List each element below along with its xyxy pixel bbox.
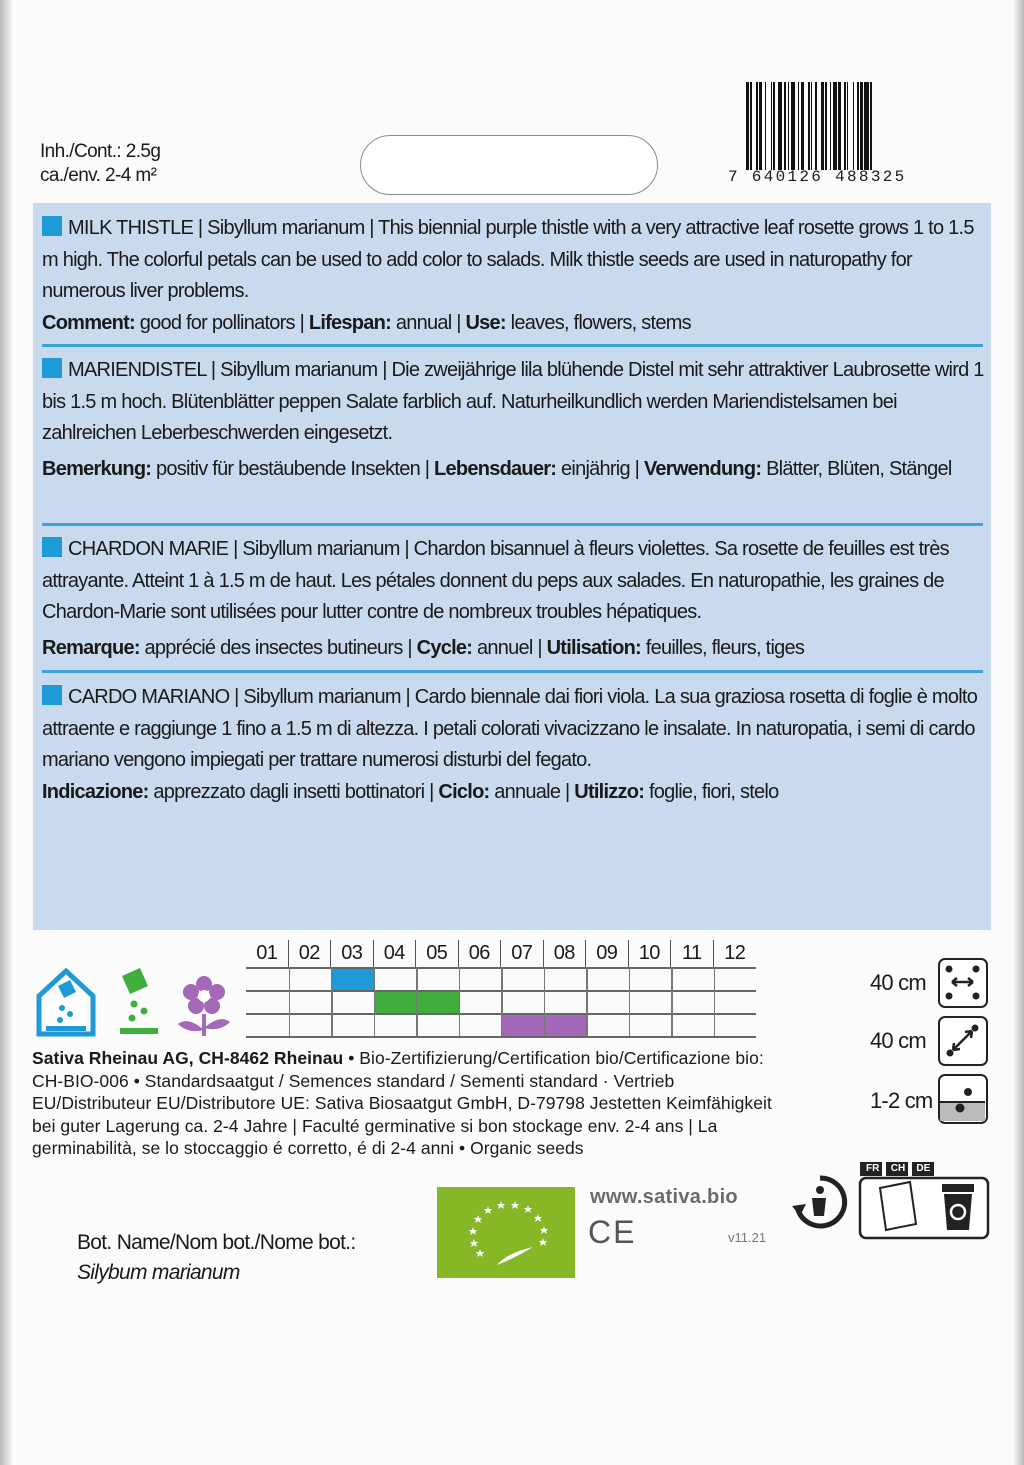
calendar-col-line <box>586 967 588 1036</box>
section-divider <box>42 344 983 347</box>
meta-value: foglie, fiori, stelo <box>644 780 779 803</box>
meta-value: apprezzato dagli insetti bottinatori | <box>148 780 439 803</box>
language-marker-icon <box>42 537 62 557</box>
calendar-cell-outdoor-sowing-05 <box>417 992 459 1013</box>
calendar-cell-indoor-sowing-03 <box>332 969 374 990</box>
contents-weight: Inh./Cont.: 2.5g <box>40 141 161 162</box>
calendar-month-11: 11 <box>671 940 714 967</box>
contents-info <box>40 140 160 188</box>
meta-key: Bemerkung: <box>42 457 152 480</box>
section-divider <box>42 670 983 673</box>
sowing-calendar <box>246 940 756 1036</box>
country-ch: CH <box>890 1163 906 1174</box>
calendar-month-08: 08 <box>544 940 587 967</box>
calendar-cell-harvest-flowering-07 <box>502 1015 544 1036</box>
calendar-col-line <box>289 967 291 1036</box>
barcode-number: 7 640126 488325 <box>728 168 907 186</box>
calendar-month-01: 01 <box>246 940 289 967</box>
meta-value: annuel | <box>472 636 547 659</box>
description-french <box>42 534 984 664</box>
description-english <box>42 213 984 339</box>
row-spacing-label: 40 cm <box>870 970 926 995</box>
botanical-name-label: Bot. Name/Nom bot./Nome bot.: <box>77 1231 356 1254</box>
meta-key: Remarque: <box>42 636 140 659</box>
contents-area: ca./env. 2-4 m² <box>40 165 157 186</box>
bin-icon <box>942 1184 974 1230</box>
language-marker-icon <box>42 216 62 236</box>
packet-edge-right <box>1014 0 1024 1465</box>
company-info <box>32 1047 772 1160</box>
description-italian <box>42 682 984 808</box>
description-heading: CHARDON MARIE <box>68 538 229 560</box>
meta-value: apprécié des insectes butineurs | <box>139 636 417 659</box>
sowing-depth-icon <box>938 1074 988 1124</box>
meta-value: good for pollinators | <box>134 311 309 334</box>
calendar-col-line <box>629 967 631 1036</box>
description-panel <box>33 203 991 930</box>
description-text: | Sibyllum marianum | This biennial purple thistle with a very attractive leaf rosette grows 1 to 1.5 m high. The colorful petals can be used to add color to salads. Milk thistle seeds are used in naturopathy for numerous liver problems. <box>42 217 974 302</box>
plant-spacing-icon <box>938 1016 988 1066</box>
company-name: Sativa Rheinau AG, CH-8462 Rheinau <box>32 1048 344 1068</box>
country-fr: FR <box>865 1163 880 1174</box>
calendar-month-03: 03 <box>331 940 374 967</box>
ce-mark: CE <box>588 1214 637 1250</box>
calendar-row-line <box>246 1036 756 1038</box>
meta-key: Cycle: <box>416 636 473 659</box>
botanical-name-latin: Silybum marianum <box>77 1261 240 1284</box>
country-de: DE <box>916 1163 931 1174</box>
calendar-month-07: 07 <box>501 940 544 967</box>
description-text: | Sibyllum marianum | Chardon bisannuel à fleurs violettes. Sa rosette de feuilles est très attrayante. Atteint 1 à 1.5 m de haut. Les pétales donnent du peps aux salades. En naturopathie, les graines de Chardon-Marie sont utilisées pour lutter contre de nombreux troubles hépatiques. <box>42 538 949 623</box>
meta-value: feuilles, fleurs, tiges <box>640 636 805 659</box>
meta-key: Comment: <box>42 311 135 334</box>
calendar-month-06: 06 <box>459 940 502 967</box>
section-divider <box>42 523 983 526</box>
triman-recycle-icon <box>790 1172 850 1232</box>
botanical-name <box>77 1228 356 1288</box>
hang-hole-window <box>360 135 658 195</box>
calendar-cell-harvest-flowering-08 <box>545 1015 587 1036</box>
calendar-months <box>246 940 756 967</box>
description-german <box>42 355 984 485</box>
description-heading: CARDO MARIANO <box>68 686 230 708</box>
description-heading: MILK THISTLE <box>68 217 194 239</box>
barcode <box>728 82 942 192</box>
barcode-bars <box>746 82 942 170</box>
meta-value: annual | <box>391 311 466 334</box>
row-spacing-icon <box>938 958 988 1008</box>
calendar-col-line <box>671 967 673 1036</box>
calendar-cell-outdoor-sowing-04 <box>375 992 417 1013</box>
calendar-month-12: 12 <box>724 942 746 964</box>
calendar-col-line <box>459 967 461 1036</box>
barcode-bar <box>872 82 875 170</box>
meta-value: einjährig | <box>556 457 644 480</box>
calendar-month-04: 04 <box>374 940 417 967</box>
company-text: • Bio-Zertifizierung/Certification bio/Certificazione bio: CH-BIO-006 • Standardsaatgut / Semences standard / Sementi standard · Vertrieb EU/Distributeur EU/Distributore UE: Sativa Biosaatgut GmbH, D-79798 Jestetten Keimfähigkeit bei guter Lagerung ca. 2-4 Jahre | Faculté germinative si bon stockage env. 2-4 ans | La germinabilità, se lo stoccaggio é corretto, é di 2-4 anni • Organic seeds <box>32 1048 772 1158</box>
indoor-sowing-house-icon <box>39 971 93 1034</box>
meta-value: leaves, flowers, stems <box>505 311 691 334</box>
meta-key: Lifespan: <box>308 311 392 334</box>
meta-key: Verwendung: <box>643 457 762 480</box>
eu-organic-logo-icon <box>437 1187 575 1278</box>
packet-edge-left <box>0 0 12 1465</box>
description-text: | Sibyllum marianum | Cardo biennale dai fiori viola. La sua graziosa rosetta di foglie è molto attraente e raggiunge 1 fino a 1.5 m di altezza. I petali colorati vivacizzano le insalate. In naturopatia, i semi di cardo mariano vengono impiegati per trattare numerosi disturbi del fegato. <box>42 686 978 771</box>
language-marker-icon <box>42 358 62 378</box>
description-heading: MARIENDISTEL <box>68 359 207 381</box>
calendar-grid <box>246 967 756 1036</box>
meta-key: Use: <box>465 311 506 334</box>
meta-value: Blätter, Blüten, Stängel <box>761 457 952 480</box>
disposal-info <box>858 1160 990 1240</box>
meta-key: Utilisation: <box>546 636 641 659</box>
website-link[interactable]: www.sativa.bio <box>590 1186 738 1208</box>
sowing-depth-label: 1-2 cm <box>870 1088 933 1113</box>
meta-value: annuale | <box>489 780 575 803</box>
outdoor-sowing-icon <box>120 968 158 1034</box>
meta-key: Ciclo: <box>438 780 490 803</box>
description-text: | Sibyllum marianum | Die zweijährige lila blühende Distel mit sehr attraktiver Laubrosette wird 1 bis 1.5 m hoch. Blütenblätter peppen Salate farblich auf. Naturheilkundlich werden Mariendistelsamen bei zahlreichen Leberbeschwerden eingesetzt. <box>42 359 984 444</box>
version-label: v11.21 <box>728 1230 767 1245</box>
calendar-month-10: 10 <box>629 940 672 967</box>
language-marker-icon <box>42 685 62 705</box>
calendar-month-05: 05 <box>416 940 459 967</box>
meta-key: Utilizzo: <box>574 780 645 803</box>
calendar-month-02: 02 <box>289 940 332 967</box>
flowering-icon <box>178 976 230 1036</box>
calendar-month-09: 09 <box>586 940 629 967</box>
meta-key: Indicazione: <box>42 780 149 803</box>
plant-spacing-label: 40 cm <box>870 1028 926 1053</box>
calendar-col-line <box>714 967 716 1036</box>
meta-key: Lebensdauer: <box>434 457 557 480</box>
activity-icons <box>36 966 236 1043</box>
meta-value: positiv für bestäubende Insekten | <box>151 457 435 480</box>
